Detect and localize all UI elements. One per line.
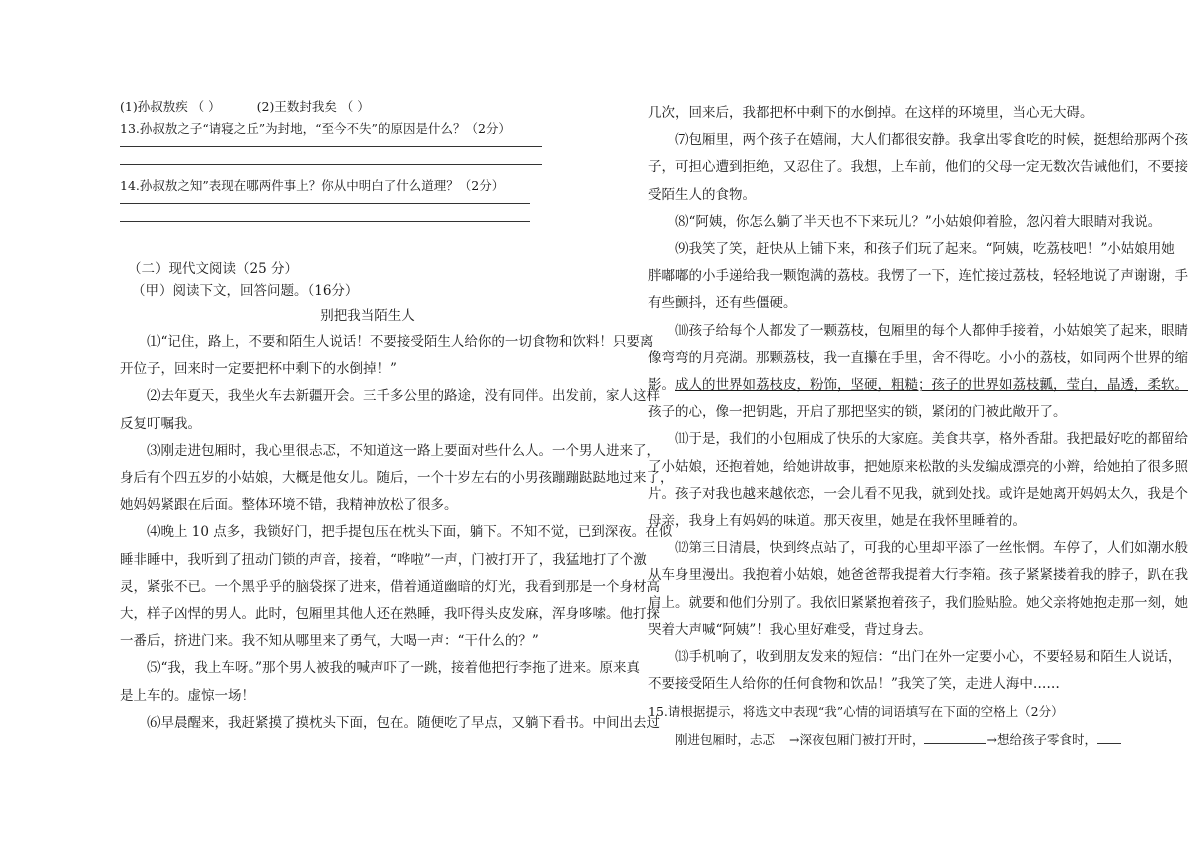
fill-prompt-1: 刚进包厢时，忐忑 bbox=[675, 731, 776, 747]
answer-line bbox=[120, 146, 542, 147]
q12-line bbox=[120, 96, 615, 118]
paragraph-2: ⑵去年夏天，我坐火车去新疆开会。三千多公里的路途，没有同伴。出发前，家人这样 反复叮嘱我。 bbox=[120, 388, 660, 432]
q15-question: 15.请根据提示，将选文中表现“我”心情的词语填写在下面的空格上（2分） bbox=[648, 704, 1064, 720]
paragraph-4: ⑷晚上 10 点多，我锁好门，把手提包压在枕头下面，躺下。不知不觉，已到深夜。在似 睡非睡中，我听到了扭动门锁的声音，接着，“哗啦”一声，门被打开了，我猛地打了个激 灵，紧张不已。一个黑乎乎的脑袋探了进来，借着通道幽暗的灯光，我看到那是一个身材高 大，样子凶悍的男人。此时，包厢里其他人还在熟睡，我吓得头皮发麻，浑身哆嗦。他打探 一番后，挤进门来。我不知从哪里来了勇气，大喝一声：“干什么的？” bbox=[120, 524, 673, 650]
answer-line bbox=[120, 221, 530, 222]
section-title: （二）现代文阅读（25 分） bbox=[128, 261, 298, 277]
fill-prompt-2: →深夜包厢门被打开时， bbox=[788, 731, 925, 747]
q14-question: 14.孙叔敖之知”表现在哪两件事上？你从中明白了什么道理？（2分） bbox=[120, 178, 505, 193]
paragraph-1: ⑴“记住，路上，不要和陌生人说话！不要接受陌生人给你的一切食物和饮料！只要离 开位子，回来时一定要把杯中剩下的水倒掉！” bbox=[120, 334, 654, 378]
paragraph-13: ⒀手机响了，收到朋友发来的短信：“出门在外一定要小心，不要轻易和陌生人说话， 不要接受陌生人给你的任何食物和饮品！”我笑了笑，走进人海中…… bbox=[648, 649, 1182, 693]
paragraph-7: ⑺包厢里，两个孩子在嬉闹，大人们都很安静。我拿出零食吃的时候，挺想给那两个孩 子，可担心遭到拒绝，又忍住了。我想，上车前，他们的父母一定无数次告诫他们，不要接 受陌生人的食物。 bbox=[648, 132, 1188, 203]
answer-line bbox=[120, 164, 542, 165]
q12-item-2: (2)王数封我矣 （ ） bbox=[256, 99, 370, 114]
right-column bbox=[648, 100, 1188, 753]
paragraph-6-continued: 几次，回来后，我都把杯中剩下的水倒掉。在这样的环境里，当心无大碍。 bbox=[648, 105, 1094, 121]
answer-line bbox=[120, 203, 530, 204]
paragraph-5: ⑸“我，我上车呀。”那个男人被我的喊声吓了一跳，接着他把行李拖了进来。原来真 是上车的。虚惊一场！ bbox=[120, 660, 641, 704]
fill-blank-2[interactable] bbox=[1097, 743, 1121, 744]
paragraph-10: ⑽孩子给每个人都发了一颗荔枝，包厢里的每个人都伸手接着，小姑娘笑了起来，眼睛 像弯弯的月亮湖。那颗荔枝，我一直攥在手里，舍不得吃。小小的荔枝，如同两个世界的缩 影。成人的世界如荔枝皮，粉饰，坚硬，粗糙；孩子的世界如荔枝瓤，莹白，晶透，柔软。 孩子的心，像一把钥匙，开启了那把坚实的锁，紧闭的门被此敞开了。 bbox=[648, 322, 1188, 421]
underlined-sentence: 成人的世界如荔枝皮，粉饰，坚硬，粗糙；孩子的世界如荔枝瓤，莹白，晶透，柔软。 bbox=[675, 377, 1188, 394]
text-plain: 影。 bbox=[648, 377, 675, 394]
paragraph-3: ⑶刚走进包厢时，我心里很忐忑，不知道这一路上要面对些什么人。一个男人进来了， 身后有个四五岁的小姑娘，大概是他女儿。随后，一个十岁左右的小男孩蹦蹦跶跶地过来了， 她妈妈紧跟在后面。整体环境不错，我精神放松了很多。 bbox=[120, 442, 674, 514]
fill-prompt-3: →想给孩子零食时， bbox=[986, 731, 1097, 747]
left-column bbox=[120, 96, 674, 737]
article-title: 别把我当陌生人 bbox=[320, 308, 415, 324]
q12-item-1: (1)孙叔敖疾 （ ） bbox=[120, 99, 221, 114]
fill-blank-1[interactable] bbox=[924, 743, 986, 744]
paragraph-12: ⑿第三日清晨，快到终点站了，可我的心里却平添了一丝怅惘。车停了，人们如潮水般 从车身里漫出。我抱着小姑娘，她爸爸帮我提着大行李箱。孩子紧紧搂着我的脖子，趴在我 肩上。就要和他们分别了。我依旧紧紧抱着孩子，我们脸贴脸。她父亲将她抱走那一刻，她 哭着大声喊“阿姨”！我心里好难受，背过身去。 bbox=[648, 540, 1188, 638]
paragraph-6: ⑹早晨醒来，我赶紧摸了摸枕头下面，包在。随便吃了早点，又躺下看书。中间出去过 bbox=[147, 714, 660, 731]
part-a-heading: （甲）阅读下文，回答问题。（16分） bbox=[132, 283, 359, 299]
paragraph-8: ⑻“阿姨，你怎么躺了半天也不下来玩儿？”小姑娘仰着脸，忽闪着大眼睛对我说。 bbox=[675, 213, 1162, 230]
paragraph-9: ⑼我笑了笑，赶快从上铺下来，和孩子们玩了起来。“阿姨，吃荔枝吧！”小姑娘用她 胖嘟嘟的小手递给我一颗饱满的荔枝。我愣了一下，连忙接过荔枝，轻轻地说了声谢谢，手 有些颤抖，还有些僵硬。 bbox=[648, 241, 1188, 312]
paragraph-11: ⑾于是，我们的小包厢成了快乐的大家庭。美食共享，格外香甜。我把最好吃的都留给 了小姑娘，还抱着她，给她讲故事，把她原来松散的头发编成漂亮的小辫，给她拍了很多照 片。孩子对我也越来越依恋，一会儿看不见我，就到处找。或许是她离开妈妈太久，我是个 母亲，我身上有妈妈的味道。那天夜里，她是在我怀里睡着的。 bbox=[648, 431, 1188, 530]
q13-question: 13.孙叔敖之子“请寝之丘”为封地，“至今不失”的原因是什么？（2分） bbox=[120, 121, 511, 136]
q15-fill-line bbox=[648, 726, 1120, 753]
